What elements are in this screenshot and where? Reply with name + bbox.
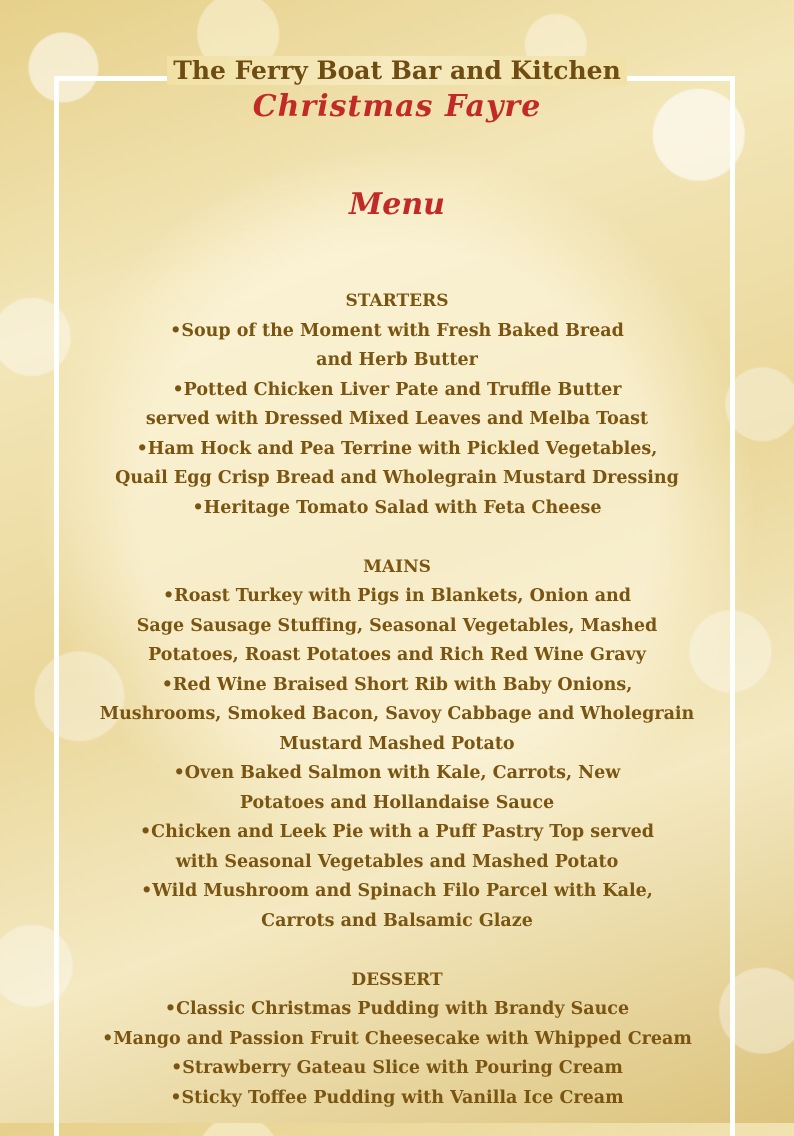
- menu-line: •Oven Baked Salmon with Kale, Carrots, New: [173, 763, 621, 783]
- menu-line: •Roast Turkey with Pigs in Blankets, Onion and: [163, 586, 631, 606]
- menu-line: •Classic Christmas Pudding with Brandy Sauce: [164, 999, 630, 1019]
- section-heading: MAINS: [363, 556, 431, 577]
- menu-line: •Soup of the Moment with Fresh Baked Bread: [170, 320, 624, 341]
- section-heading: DESSERT: [351, 969, 443, 990]
- menu-line: Potatoes and Hollandaise Sauce: [239, 792, 555, 813]
- menu-line: Mushrooms, Smoked Bacon, Savoy Cabbage and Wholegrain: [99, 704, 695, 724]
- section-spacer: [60, 523, 734, 553]
- menu-line: •Chicken and Leek Pie with a Puff Pastry Top served: [139, 822, 655, 842]
- menu-line: •Ham Hock and Pea Terrine with Pickled Vegetables,: [136, 438, 658, 459]
- menu-line: •Mango and Passion Fruit Cheesecake with Whipped Cream: [102, 1028, 692, 1049]
- menu-line: Potatoes, Roast Potatoes and Rich Red Wine Gravy: [148, 645, 646, 665]
- section-heading: STARTERS: [345, 291, 449, 311]
- menu-line: and Herb Butter: [316, 350, 478, 370]
- menu-line: •Heritage Tomato Salad with Feta Cheese: [192, 497, 602, 518]
- menu-line: served with Dressed Mixed Leaves and Melba Toast: [145, 409, 649, 429]
- menu-line: Mustard Mashed Potato: [279, 733, 515, 754]
- restaurant-name: The Ferry Boat Bar and Kitchen: [167, 56, 627, 85]
- menu-line: •Potted Chicken Liver Pate and Truffle Butter: [172, 379, 622, 400]
- menu-line: •Red Wine Braised Short Rib with Baby Onions,: [161, 674, 633, 695]
- menu-title-line-1: Christmas Fayre: [252, 89, 542, 124]
- menu-line: with Seasonal Vegetables and Mashed Potato: [175, 851, 619, 872]
- menu-title-line-2: Menu: [349, 187, 445, 222]
- section-spacer: [60, 936, 734, 966]
- menu-line: Carrots and Balsamic Glaze: [261, 910, 533, 931]
- section-starters: [60, 287, 734, 523]
- menu-line: Quail Egg Crisp Bread and Wholegrain Mustard Dressing: [115, 468, 679, 488]
- menu-line: •Sticky Toffee Pudding with Vanilla Ice Cream: [170, 1087, 624, 1108]
- menu-body: [60, 287, 734, 1113]
- menu-line: •Wild Mushroom and Spinach Filo Parcel with Kale,: [141, 881, 653, 901]
- section-mains: [60, 553, 734, 937]
- section-dessert: [60, 966, 734, 1114]
- menu-line: •Strawberry Gateau Slice with Pouring Cream: [171, 1058, 623, 1078]
- menu-line: Sage Sausage Stuffing, Seasonal Vegetables, Mashed: [136, 615, 658, 636]
- brand-header: [0, 56, 794, 85]
